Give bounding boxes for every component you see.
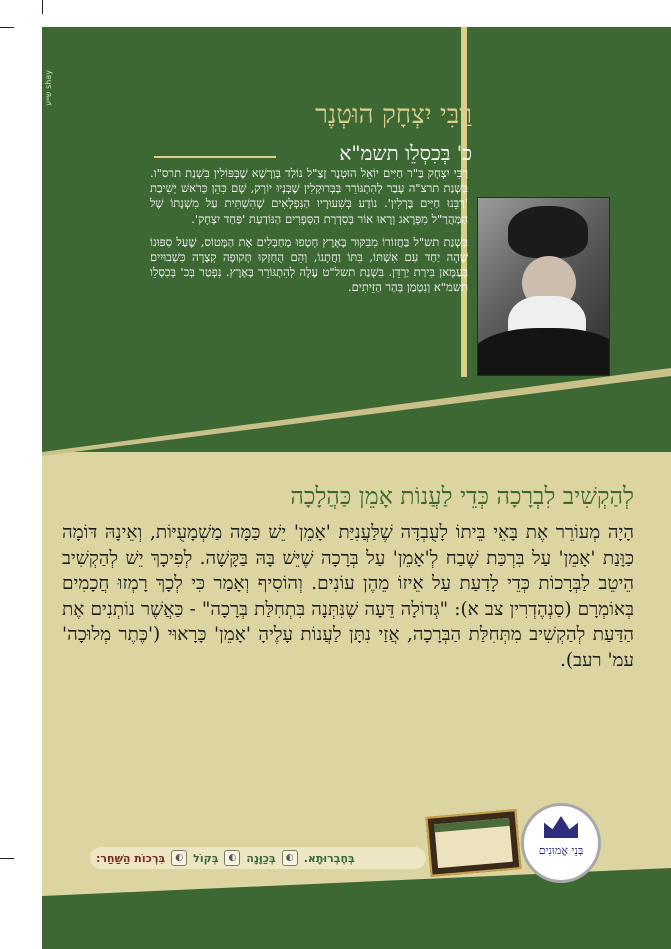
pill-item-partnership: בְּחֶבְרוּתָא. bbox=[303, 851, 355, 865]
pill-item-intention: בְּכַוָּנָה bbox=[246, 851, 276, 865]
organization-logo bbox=[521, 803, 601, 883]
speech-icon: ◐ bbox=[224, 850, 240, 866]
bio-paragraph: רַבִּי יִצְחָק בַּ"ר חַיִּים יוֹאֵל הוּטְנֶר זָצַ"ל נוֹלַד בְּוַרְשָׁא שֶׁבְּפּוֹלִין בִּשְׁנַת תרס"ו. בִּשְׁנַת תרצ"ה עָבַר לְהִתְגּוֹרֵר בְּבְּרוּקְלִין שֶׁבְּנְיוּ יוֹרְק, שָׁם כִּהֵן כְּרֹאשׁ יְשִׁיבַת 'רַבֵּנוּ חַיִּים בֶּרְלִין'. נוֹדַע בְּשִׁעוּרָיו הַנִּפְלָאִים שֶׁהִשְׁתִּית עַל מִשְׁנָתוֹ שֶׁל הַמַּהֲרַ"ל מִפְּרָאג וְרָאוּ אוֹר בְּסִדְרַת הַסְּפָרִים הַנּוֹדַעַת 'פַּחַד יִצְחָק'. bbox=[150, 166, 468, 226]
rabbi-name-title: רַבִּי יִצְחָק הוּטְנֶר bbox=[315, 100, 472, 130]
pill-item-voice: בְּקוֹל bbox=[193, 851, 219, 865]
biography bbox=[150, 166, 468, 304]
book-cover-image bbox=[426, 809, 522, 877]
logo-text: בְּנֵי אֱמוּנִים bbox=[538, 844, 584, 857]
pill-label: בִּרְכוֹת הַשַּׁחַר: bbox=[96, 851, 166, 865]
portrait-hat bbox=[508, 206, 588, 258]
portrait-coat bbox=[477, 328, 610, 376]
main-body-text: הָיָה מְעוֹרֵר אֶת בָּאֵי בֵּיתוֹ לָעֻבְדָּה שֶׁלַּעֲנִיַּת 'אָמֵן' יֵשׁ כַּמָּה מַשְׁמָעֻיּוֹת, וְאֵינָהּ דּוֹמָה כַּוָּנַת 'אָמֵן' עַל בִּרְכַּת שֶׁבַח לְ'אָמֵן' עַל בְּרָכָה שֶׁיֵּשׁ בָּהּ בַּקָּשָׁה. לְפִיכָךְ יֵשׁ לְהַקְשִׁיב הֵיטֵב לַבְּרָכוֹת כְּדֵי לָדַעַת עַל אֵיזוֹ מֵהֶן עוֹנִים. וְהוֹסִיף וְאָמַר כִּי לְכָךְ רָמְזוּ חֲכָמִים בְּאוֹמְרָם (סַנְהֶדְרִין צב א): "גְּדוֹלָה דֵּעָה שֶׁנִּתְּנָה בִּתְחִלַּת בְּרָכָה" - כַּאֲשֶׁר נוֹתְנִים אֶת הַדַּעַת לְהַקְשִׁיב מִתְּחִלַּת הַבְּרָכָה, אֲזַי נִתָּן לַעֲנוֹת עָלֶיהָ 'אָמֵן' כָּרָאוּי ('כֶּתֶר מְלוּכָה' עמ' רעב). bbox=[62, 522, 634, 671]
speech-icon: ◐ bbox=[171, 850, 187, 866]
photo-credit: שייע shay bbox=[44, 70, 53, 106]
bio-paragraph: בִּשְׁנַת תש"ל בַּחֲזוֹרוֹ מִבִּקּוּר בָּאָרֶץ חָטְפוּ מְחַבְּלִים אֶת הַמָּטוֹס, שֶׁעַל סִפּוּנוֹ שָׁהָה יַחַד עִם אִשְׁתּוֹ, בִּתּוֹ וַחֲתָנוֹ, וְהֵם הֻחְזְקוּ תְּקוּפָה קְצָרָה כִּשְׁבוּיִים בְּעַמָּאן בִּירַת יַרְדֵּן. בִּשְׁנַת תשל"ט עָלָה לְהִתְגּוֹרֵר בָּאָרֶץ. נִפְטַר בְּכ' בְּכִסְלֵו תשמ"א וְנִטְמַן בְּהַר הַזֵּיתִים. bbox=[150, 234, 468, 295]
footer-pill-content bbox=[96, 849, 420, 867]
rabbi-portrait bbox=[477, 197, 610, 376]
yahrzeit-date: כ' בְּכִסְלֵו תשמ"א bbox=[339, 141, 472, 165]
crown-icon bbox=[544, 816, 578, 838]
speech-icon: ◐ bbox=[282, 850, 298, 866]
section-heading: לְהַקְשִׁיב לִבְרָכָה כְּדֵי לַעֲנוֹת אָמֵן כַּהֲלָכָה bbox=[290, 482, 634, 510]
